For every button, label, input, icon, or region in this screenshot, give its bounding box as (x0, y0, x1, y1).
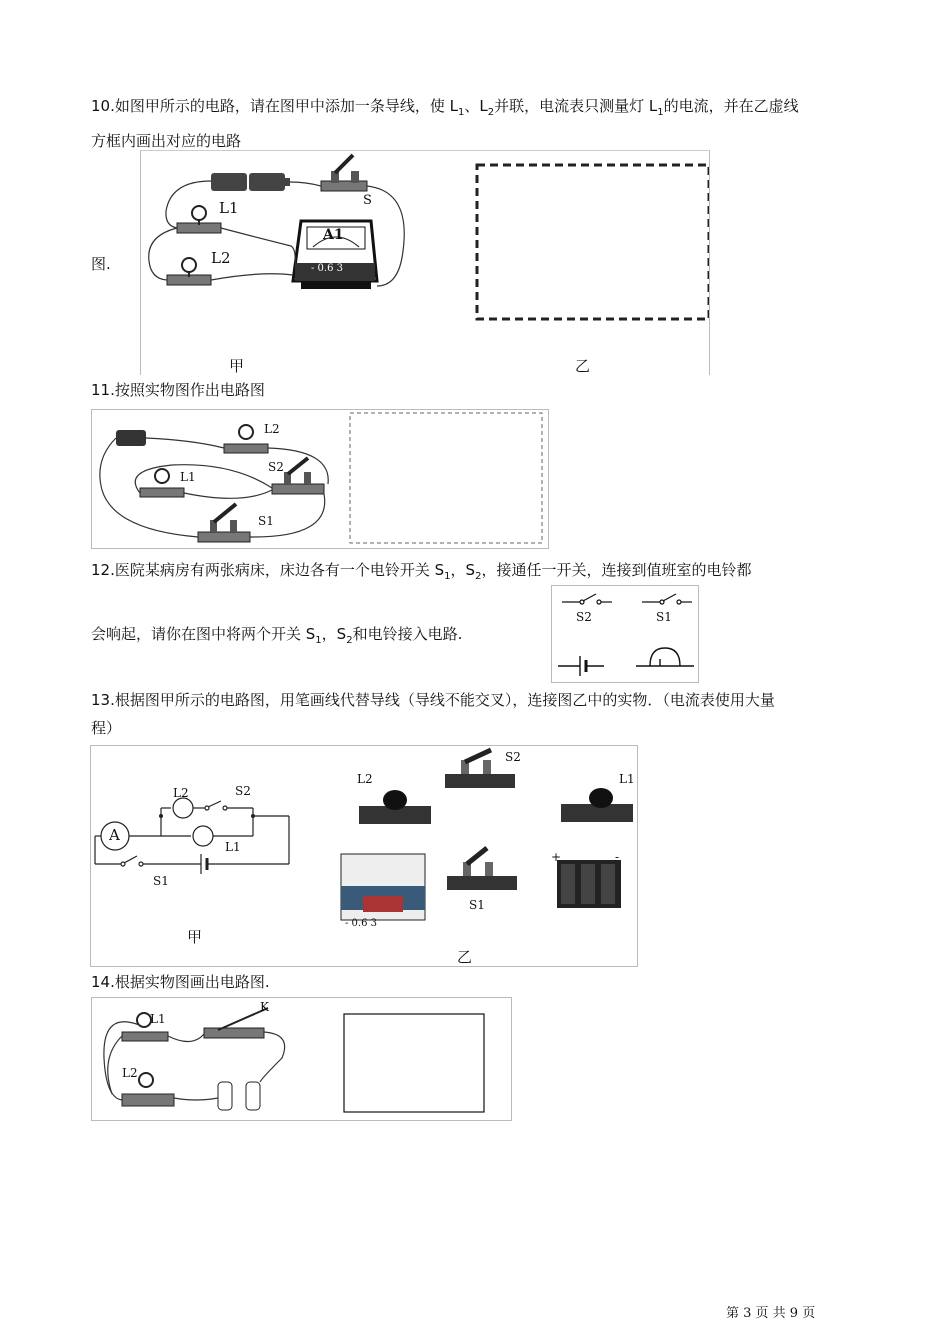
lamp-l2-icon (167, 258, 211, 285)
q11-physical-circuit (92, 410, 548, 548)
switch-k-icon (204, 1008, 268, 1038)
q10-line1-mid: 、L (464, 97, 488, 115)
label-s1: S1 (153, 874, 169, 888)
label-jia: 甲 (229, 357, 245, 375)
page-footer: 第 3 页 共 9 页 (726, 1306, 816, 1321)
label-l2: L2 (173, 786, 189, 800)
battery-cells-icon (218, 1082, 260, 1110)
switch-s1-symbol (642, 594, 692, 604)
q10-line3: 图. (91, 255, 111, 273)
battery-pack-icon (557, 860, 621, 908)
label-s2: S2 (576, 610, 592, 624)
label-l2: L2 (122, 1066, 138, 1080)
label-s2: S2 (235, 784, 251, 798)
label-k: K (260, 1000, 269, 1014)
label-l2: L2 (211, 249, 231, 267)
question-12-text: 12.医院某病房有两张病床，床边各有一个电铃开关 $S_1$，$S_2$，接通任一开关，连接到值班室的电铃都 (91, 561, 752, 582)
label-s2: S2 (268, 460, 284, 474)
switch-icon (321, 155, 367, 191)
label-meter-scale: - 0.6 3 (345, 918, 378, 929)
label-s1-physical: S1 (469, 898, 485, 912)
lamp-l2-icon (224, 425, 268, 453)
q10-sub: 1 (657, 107, 664, 118)
battery-icon (116, 430, 146, 446)
lamp-l1-icon (140, 469, 184, 497)
switch-s1-physical-icon (447, 848, 517, 890)
q10-figure (140, 150, 710, 375)
label-s1: S1 (656, 610, 672, 624)
question-10-text (91, 92, 861, 155)
question-12-text-line2: 会响起，请你在图中将两个开关 $S_1$，$S_2$和电铃接入电路. (91, 625, 463, 646)
label-a1: A1 (323, 227, 344, 243)
q10-line2: 方框内画出对应的电路 (91, 132, 242, 150)
q10-sub: 2 (487, 107, 495, 118)
q14-answer-box (344, 1014, 484, 1112)
bell-icon (636, 648, 694, 666)
label-jia: 甲 (187, 928, 203, 946)
q10-line1-post: 的电流，并在乙虚线 (663, 97, 799, 115)
label-meter-scale: - 0.6 3 (311, 263, 344, 274)
q10-sub: 1 (457, 107, 465, 118)
lamp-l1-icon (177, 206, 221, 233)
ammeter-physical-icon (341, 854, 425, 920)
label-plus: + (551, 850, 562, 864)
q10-line1-mid2: 并联，电流表只测量灯 L (494, 97, 658, 115)
q12-figure (551, 585, 699, 683)
switch-s1-icon (198, 504, 250, 542)
question-11-text: 11.按照实物图作出电路图 (91, 381, 265, 399)
lamp-l1-physical-icon (561, 788, 633, 822)
q11-figure (91, 409, 549, 549)
label-l1: L1 (225, 840, 241, 854)
label-l2-physical: L2 (357, 772, 373, 786)
q13-schematic (95, 798, 289, 874)
label-minus: - (615, 850, 620, 864)
label-l2: L2 (264, 422, 280, 436)
label-l1-physical: L1 (619, 772, 635, 786)
label-l1: L1 (219, 199, 239, 217)
q13-figure (90, 745, 638, 967)
lamp-l2-physical-icon (359, 790, 431, 824)
label-l1: L1 (150, 1012, 166, 1026)
question-14-text: 14.根据实物图画出电路图. (91, 973, 270, 991)
battery-icon (211, 173, 290, 191)
q14-figure (91, 997, 512, 1121)
label-s: S (363, 193, 372, 208)
q10-line1-pre: 10.如图甲所示的电路，请在图甲中添加一条导线，使 L (91, 97, 458, 115)
switch-s2-symbol (562, 594, 612, 604)
battery-symbol (558, 656, 604, 676)
label-ammeter-a: A (109, 826, 120, 844)
question-13-text: 13.根据图甲所示的电路图，用笔画线代替导线（导线不能交叉），连接图乙中的实物．（电流表使用大量 程） (91, 691, 775, 737)
label-s2-physical: S2 (505, 750, 521, 764)
q12-symbols (552, 586, 698, 682)
label-l1: L1 (180, 470, 196, 484)
q10-answer-dashed-box (477, 165, 709, 319)
label-yi: 乙 (575, 357, 591, 375)
label-s1: S1 (258, 514, 274, 528)
q11-answer-dashed-box (350, 413, 542, 543)
label-yi: 乙 (457, 948, 473, 966)
